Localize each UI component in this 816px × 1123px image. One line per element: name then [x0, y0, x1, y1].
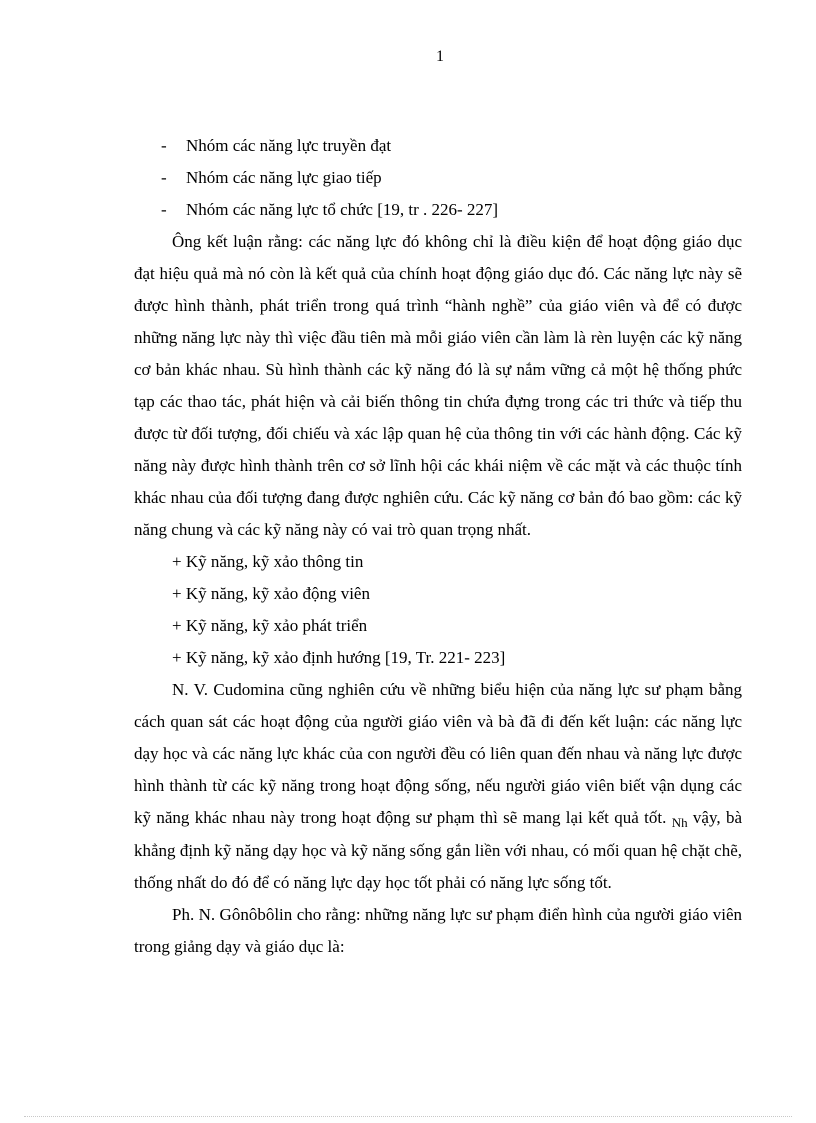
document-body [134, 130, 742, 963]
small-word: Nh [671, 815, 688, 830]
list-item-text: Nhóm các năng lực truyền đạt [186, 136, 392, 155]
list-item-text: Nhóm các năng lực giao tiếp [186, 168, 382, 187]
paragraph-text: N. V. Cudomina cũng nghiên cứu về những biểu hiện của năng lực sư phạm bằng cách quan sát các hoạt động của người giáo viên và bà đã đi đến kết luận: các năng lực dạy học và các năng lực khác của con người đều có liên quan đến nhau và năng lực được hình thành từ các kỹ năng trong hoạt động sống, nếu người giáo viên biết vận dụng các kỹ năng khác nhau này trong hoạt động sư phạm thì sẽ mang lại kết quả tốt. [134, 680, 742, 827]
dash-bullet: - [161, 136, 167, 155]
list-item: + Kỹ năng, kỹ xảo thông tin [172, 552, 364, 571]
page-number: 1 [436, 48, 444, 65]
list-item-text: Nhóm các năng lực tổ chức [19, tr . 226- 227] [186, 200, 499, 219]
dash-bullet: - [161, 168, 167, 187]
list-item [134, 194, 742, 226]
list-item: + Kỹ năng, kỹ xảo định hướng [19, Tr. 221- 223] [172, 648, 506, 667]
paragraph [134, 674, 742, 899]
list-item [134, 130, 742, 162]
list-item: + Kỹ năng, kỹ xảo động viên [172, 584, 370, 603]
paragraph-text: vậy, bà khẳng định kỹ năng dạy học và kỹ năng sống gắn liền với nhau, có mối quan hệ chặt chẽ, thống nhất do đó để có năng lực dạy học tốt phải có năng lực sống tốt. [134, 808, 743, 892]
paragraph: Ông kết luận rằng: các năng lực đó không chỉ là điều kiện để hoạt động giáo dục đạt hiệu quả mà nó còn là kết quả của chính hoạt động giáo dục đó. Các năng lực này sẽ được hình thành, phát triển trong quá trình “hành nghề” của giáo viên và để có được những năng lực này thì việc đầu tiên mà mỗi giáo viên cần làm là rèn luyện các kỹ năng cơ bản khác nhau. Sù hình thành các kỹ năng đó là sự nắm vững cả một hệ thống phức tạp các thao tác, phát hiện và cải biến thông tin chứa đựng trong các tri thức và tiếp thu được từ đối tượng, đối chiếu và xác lập quan hệ của thông tin với các hành động. Các kỹ năng này được hình thành trên cơ sở lĩnh hội các khái niệm về các mặt và các thuộc tính khác nhau của đối tượng đang được nghiên cứu. Các kỹ năng cơ bản đó bao gồm: các kỹ năng chung và các kỹ năng này có vai trò quan trọng nhất. [134, 232, 742, 539]
dash-bullet: - [161, 200, 167, 219]
paragraph: Ph. N. Gônôbôlin cho rằng: những năng lực sư phạm điển hình của người giáo viên trong giảng dạy và giáo dục là: [134, 905, 742, 956]
list-item: + Kỹ năng, kỹ xảo phát triển [172, 616, 368, 635]
page-bottom-border [24, 1116, 792, 1117]
list-item [134, 162, 742, 194]
